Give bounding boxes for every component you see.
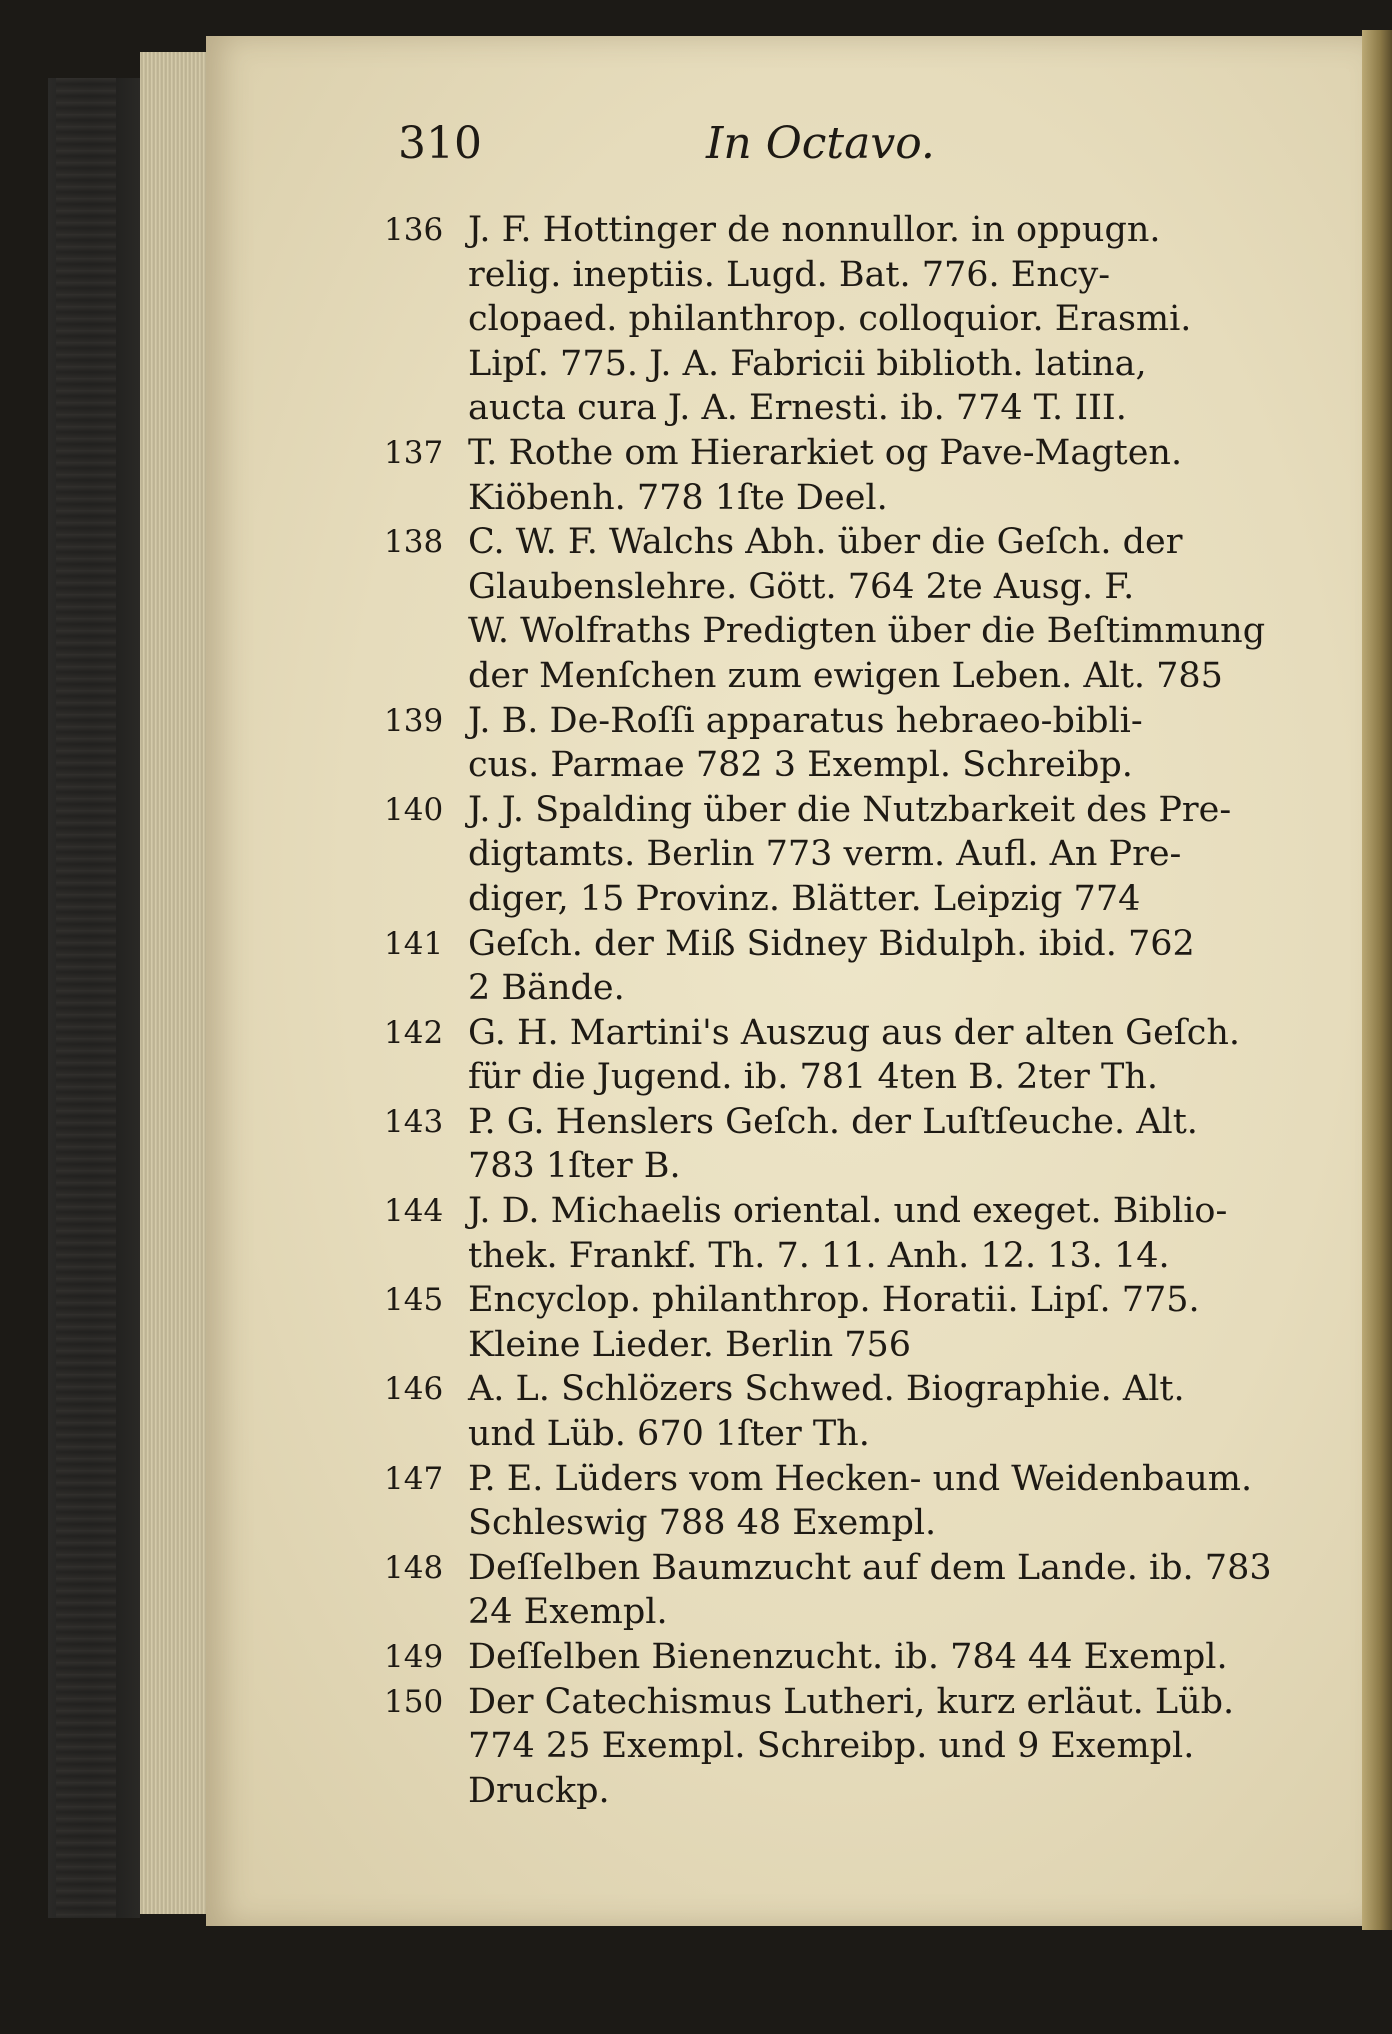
entry-text-line: diger, 15 Provinz. Blätter. Leipzig 774 [468,878,1141,919]
entry-number: 144 [384,1193,444,1230]
entry-text-line: W. Wolfraths Predigten über die Beſtimmung [468,611,1266,652]
entry-text-line: 24 Exempl. [468,1592,668,1633]
entry-text-line: Glaubenslehre. Gött. 764 2te Ausg. F. [468,566,1135,607]
catalogue-entry [384,699,1264,788]
catalogue-entry [384,788,1264,922]
entry-number: 139 [384,702,444,739]
entry-text-line: P. E. Lüders vom Hecken- und Weidenbaum. [468,1458,1253,1499]
entry-text-line: P. G. Henslers Geſch. der Luſtſeuche. Alt. [468,1101,1198,1142]
entry-text-line: J. D. Michaelis oriental. und exeget. Biblio- [468,1191,1228,1232]
catalogue-entry [384,1680,1264,1814]
cover-texture [56,78,116,1918]
entry-text-line: Geſch. der Miß Sidney Bidulph. ibid. 762 [468,923,1195,964]
entry-number: 149 [384,1639,444,1675]
entry-text-line: Kiöbenh. 778 1ſte Deel. [468,477,888,518]
entry-text-line: aucta cura J. A. Ernesti. ib. 774 T. III. [468,388,1127,429]
catalogue-entry [384,1367,1264,1456]
entry-number: 150 [384,1683,444,1720]
entry-text-line: cus. Parmae 782 3 Exempl. Schreibp. [468,745,1133,786]
catalogue-entry [384,1100,1264,1189]
facing-page-edge [1362,30,1392,1930]
entry-number: 137 [384,434,444,471]
catalogue-entries [384,208,1272,1813]
entry-text-line: J. F. Hottinger de nonnullor. in oppugn. [468,210,1161,250]
catalogue-entry [384,1457,1264,1546]
catalogue-entry [384,922,1264,1011]
entry-text-line: 2 Bände. [468,968,625,1009]
entry-number: 146 [384,1371,444,1408]
entry-text-line: digtamts. Berlin 773 verm. Aufl. An Pre- [468,834,1182,875]
running-head: In Octavo. [706,118,935,169]
page-number: 310 [398,118,482,169]
entry-text-line: T. Rothe om Hierarkiet og Pave-Magten. [468,432,1183,473]
entry-text-line: J. J. Spalding über die Nutzbarkeit des Pre- [468,789,1232,830]
entry-text-line: clopaed. philanthrop. colloquior. Erasmi. [468,299,1192,340]
entry-text-line: relig. ineptiis. Lugd. Bat. 776. Ency- [468,254,1111,295]
entry-number: 145 [384,1282,444,1319]
catalogue-entry [384,1189,1264,1278]
catalogue-entry [384,1011,1264,1100]
entry-text-line: 774 25 Exempl. Schreibp. und 9 Exempl. [468,1726,1195,1767]
entry-text-line: C. W. F. Walchs Abh. über die Geſch. der [468,522,1183,563]
entry-text-line: Kleine Lieder. Berlin 756 [468,1324,912,1365]
catalogue-entry [384,431,1264,520]
entry-number: 136 [384,212,444,248]
page-edges [140,52,214,1914]
entry-text-line: der Menſchen zum ewigen Leben. Alt. 785 [468,655,1223,696]
page-header [398,118,1218,190]
entry-text-line: Druckp. [468,1770,610,1811]
entry-text-line: J. B. De-Roſſi apparatus hebraeo-bibli- [468,700,1143,741]
entry-number: 148 [384,1549,444,1586]
catalogue-entry [384,208,1264,431]
entry-text-line: G. H. Martini's Auszug aus der alten Geſch. [468,1012,1241,1053]
catalogue-entry [384,1635,1264,1680]
entry-text-line: Deſſelben Baumzucht auf dem Lande. ib. 783 [468,1547,1272,1588]
entry-text-line: Schleswig 788 48 Exempl. [468,1503,937,1544]
entry-text-line: für die Jugend. ib. 781 4ten B. 2ter Th. [468,1057,1159,1098]
entry-number: 147 [384,1460,444,1497]
entry-text-line: Lipſ. 775. J. A. Fabricii biblioth. latina, [468,343,1147,384]
entry-number: 138 [384,524,444,561]
catalogue-entry [384,1278,1264,1367]
entry-text-line: Der Catechismus Lutheri, kurz erläut. Lüb. [468,1681,1235,1722]
entry-text-line: und Lüb. 670 1ſter Th. [468,1414,870,1455]
catalogue-entry [384,1546,1272,1635]
entry-text-line: A. L. Schlözers Schwed. Biographie. Alt. [468,1369,1185,1410]
entry-text-line: Encyclop. philanthrop. Horatii. Lipſ. 775. [468,1280,1200,1321]
entry-text-line: thek. Frankf. Th. 7. 11. Anh. 12. 13. 14. [468,1235,1170,1276]
entry-number: 142 [384,1014,444,1051]
entry-number: 143 [384,1103,444,1140]
entry-text-line: Deſſelben Bienenzucht. ib. 784 44 Exempl. [468,1637,1228,1677]
entry-text-line: 783 1ſter B. [468,1146,681,1187]
catalogue-entry [384,520,1264,698]
entry-number: 141 [384,925,444,962]
entry-number: 140 [384,791,444,828]
